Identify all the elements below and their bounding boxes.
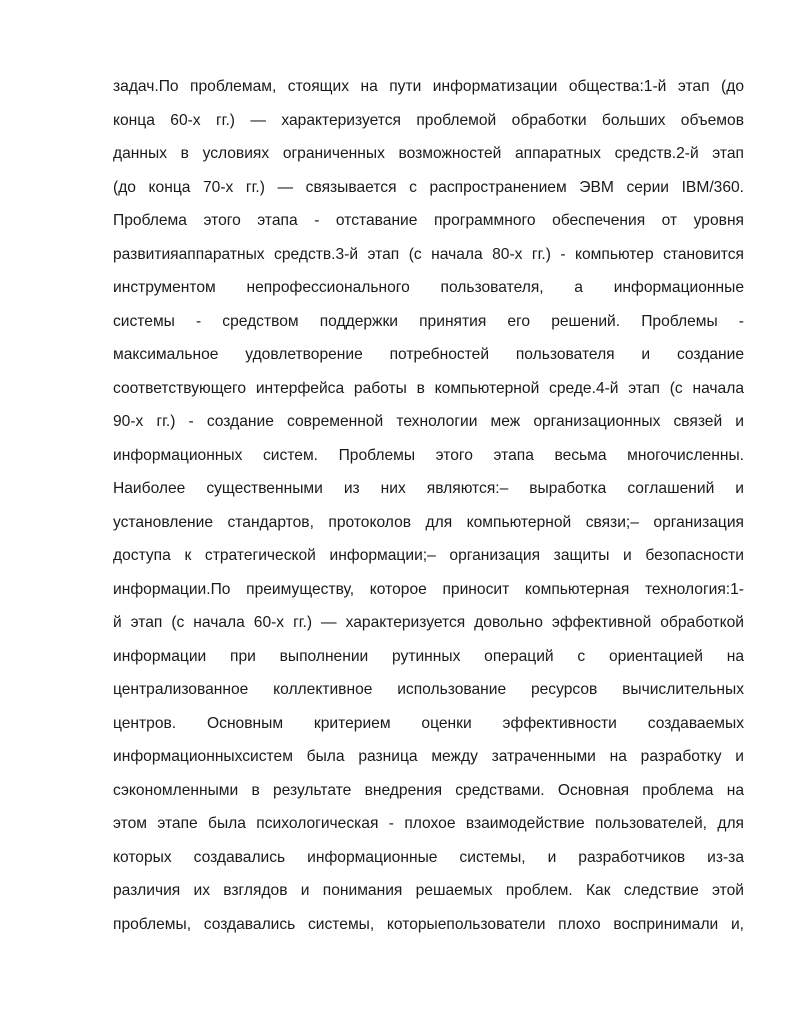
text-line: максимальное удовлетворение потребностей пользователя и создание	[113, 346, 744, 363]
text-line: 90-х гг.) - создание современной технологии меж организационных связей и	[113, 413, 744, 430]
text-line: соответствующего интерфейса работы в компьютерной среде.4-й этап (с начала	[113, 379, 744, 397]
text-line: й этап (с начала 60-х гг.) — характеризуется довольно эффективной обработкой	[113, 614, 744, 631]
text-line: Наиболее существенными из них являются:– выработка соглашений и	[113, 480, 744, 497]
text-line: информационныхсистем была разница между затраченными на разработку и	[113, 748, 744, 765]
text-line: информации.По преимуществу, которое приносит компьютерная технология:1-	[113, 580, 744, 598]
text-line: информационных систем. Проблемы этого этапа весьма многочисленны.	[113, 446, 744, 464]
text-line: (до конца 70-х гг.) — связывается с распространением ЭВМ серии IBM/360.	[113, 178, 744, 196]
text-line: данных в условиях ограниченных возможностей аппаратных средств.2-й этап	[113, 145, 744, 162]
text-line: задач.По проблемам, стоящих на пути информатизации общества:1-й этап (до	[113, 78, 744, 95]
text-line: Проблема этого этапа - отставание программного обеспечения от уровня	[113, 212, 744, 229]
text-line: инструментом непрофессионального пользователя, а информационные	[113, 279, 744, 296]
text-line: развитияаппаратных средств.3-й этап (с начала 80-х гг.) - компьютер становится	[113, 245, 744, 263]
text-line: которых создавались информационные системы, и разработчиков из-за	[113, 848, 744, 866]
text-line: центров. Основным критерием оценки эффективности создаваемых	[113, 714, 744, 732]
text-line: доступа к стратегической информации;– организация защиты и безопасности	[113, 547, 744, 564]
text-line: установление стандартов, протоколов для компьютерной связи;– организация	[113, 513, 744, 531]
text-line: этом этапе была психологическая - плохое взаимодействие пользователей, для	[113, 815, 744, 832]
text-line: информации при выполнении рутинных операций с ориентацией на	[113, 647, 744, 665]
text-line: сэкономленными в результате внедрения средствами. Основная проблема на	[113, 781, 744, 799]
body-text	[113, 70, 744, 941]
text-line: различия их взглядов и понимания решаемых проблем. Как следствие этой	[113, 882, 744, 899]
text-line: системы - средством поддержки принятия его решений. Проблемы -	[113, 312, 744, 330]
text-line: конца 60-х гг.) — характеризуется проблемой обработки больших объемов	[113, 111, 744, 129]
text-line: централизованное коллективное использование ресурсов вычислительных	[113, 681, 744, 698]
text-line: проблемы, создавались системы, которыепользователи плохо воспринимали и,	[113, 915, 744, 933]
